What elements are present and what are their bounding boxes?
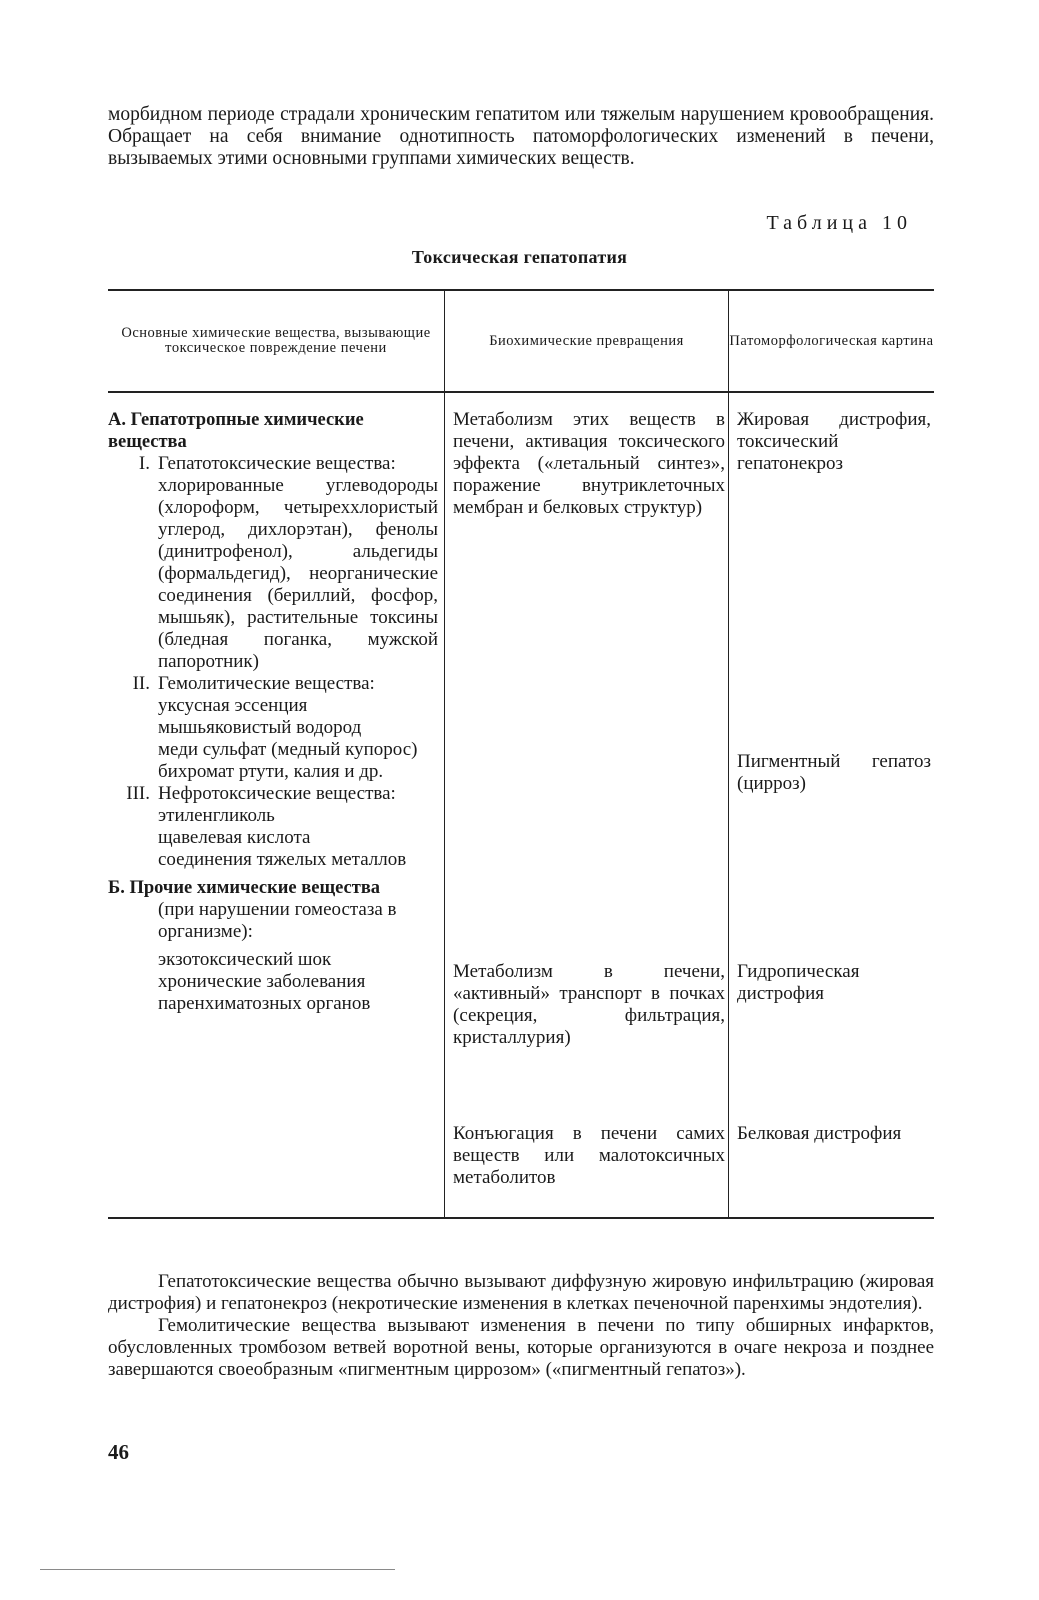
substances-cell	[108, 392, 445, 1218]
section-b-title: Б. Прочие химические вещества	[108, 878, 381, 898]
hepatopathy-table	[108, 289, 934, 1219]
group-1	[108, 453, 438, 673]
header-biochemical-text: Биохимические превращения	[489, 332, 684, 349]
group-2-numeral: II.	[132, 673, 150, 694]
biochem-text-1: Метаболизм этих веществ в печени, активация токсического эффекта («летальный синтез», поражение внутриклеточных мембран и белковых структур)	[453, 409, 725, 518]
group-3-title: Нефротоксические вещества:	[158, 783, 396, 804]
section-b-subtitle: (при нарушении гомеостаза в организме):	[158, 899, 397, 942]
group-3-item: соединения тяжелых металлов	[158, 849, 407, 870]
group-2-item: бихромат ртути, калия и др.	[158, 761, 384, 782]
group-2-item: мышьяковистый водород	[158, 717, 362, 738]
patho-text-3: Гидропическая дистрофия	[737, 961, 860, 1004]
intro-paragraph: морбидном периоде страдали хроническим гепатитом или тяжелым нарушением кровообращения. Обращает на себя внимание однотипность патоморфологических изменений в печени, вызываемых этими основными группами химических веществ.	[108, 104, 934, 169]
biochem-text-3: Конъюгация в печени самих веществ или малотоксичных метаболитов	[453, 1123, 725, 1188]
group-2-title: Гемолитические вещества:	[158, 673, 375, 694]
pathomorphology-cell-box	[737, 409, 931, 1199]
group-1-title: Гепатотоксические вещества:	[158, 453, 396, 474]
closing-paragraph-1: Гепатотоксические вещества обычно вызывают диффузную жировую инфильтрацию (жировая дистрофия) и гепатонекроз (некротические изменения в клетках печеночной паренхимы эндотелия).	[108, 1271, 934, 1314]
group-1-numeral: I.	[138, 453, 150, 474]
closing-paragraph-2: Гемолитические вещества вызывают изменения в печени по типу обширных инфарктов, обусловленных тромбозом ветвей воротной вены, которые организуются в очаге некроза и позднее завершаются своеобразным «пигментным циррозом» («пигментный гепатоз»).	[108, 1315, 934, 1380]
group-3-numeral: III.	[126, 783, 150, 804]
header-pathomorphology-text: Патоморфологическая картина	[729, 332, 934, 349]
group-2-item: меди сульфат (медный купорос)	[158, 739, 418, 760]
scan-artifact-line	[40, 1569, 395, 1570]
pathomorphology-cell	[729, 392, 935, 1218]
group-2-item: уксусная эссенция	[158, 695, 308, 716]
patho-text-4: Белковая дистрофия	[737, 1123, 902, 1144]
biochemical-cell-box	[453, 409, 725, 1199]
group-2	[108, 673, 438, 783]
section-a-title: А. Гепатотропные химические вещества	[108, 410, 364, 452]
closing-text	[108, 1271, 934, 1381]
patho-text-2: Пигментный гепатоз (цирроз)	[737, 751, 931, 794]
header-biochemical	[445, 290, 729, 392]
group-3-item: этиленгликоль	[158, 805, 275, 826]
group-3-item: щавелевая кислота	[158, 827, 311, 848]
table-title: Токсическая гепатопатия	[411, 247, 628, 267]
biochemical-cell	[445, 392, 729, 1218]
patho-text-1: Жировая дистрофия, токсический гепатонекроз	[737, 409, 931, 474]
header-pathomorphology	[729, 290, 935, 392]
header-substances	[108, 290, 445, 392]
group-1-text: хлорированные углеводороды (хлороформ, четыреххлористый углерод, дихлорэтан), фенолы (динитрофенол), альдегиды (формальдегид), неорганические соединения (бериллий, фосфор, мышьяк), растительные токсины (бледная поганка, мужской папоротник)	[158, 475, 438, 672]
table-header-row	[108, 290, 934, 392]
biochem-text-2: Метаболизм в печени, «активный» транспорт в почках (секреция, фильтрация, кристаллурия)	[453, 961, 725, 1048]
section-b-item: хронические заболевания паренхиматозных органов	[158, 971, 371, 1014]
header-substances-text: Основные химические вещества, вызывающие токсическое повреждение печени	[121, 325, 431, 356]
table-body-row	[108, 392, 934, 1218]
group-3	[108, 783, 438, 871]
section-b-item: экзотоксический шок	[158, 949, 332, 970]
table-label: Таблица 10	[766, 212, 912, 234]
page-number: 46	[108, 1440, 129, 1464]
